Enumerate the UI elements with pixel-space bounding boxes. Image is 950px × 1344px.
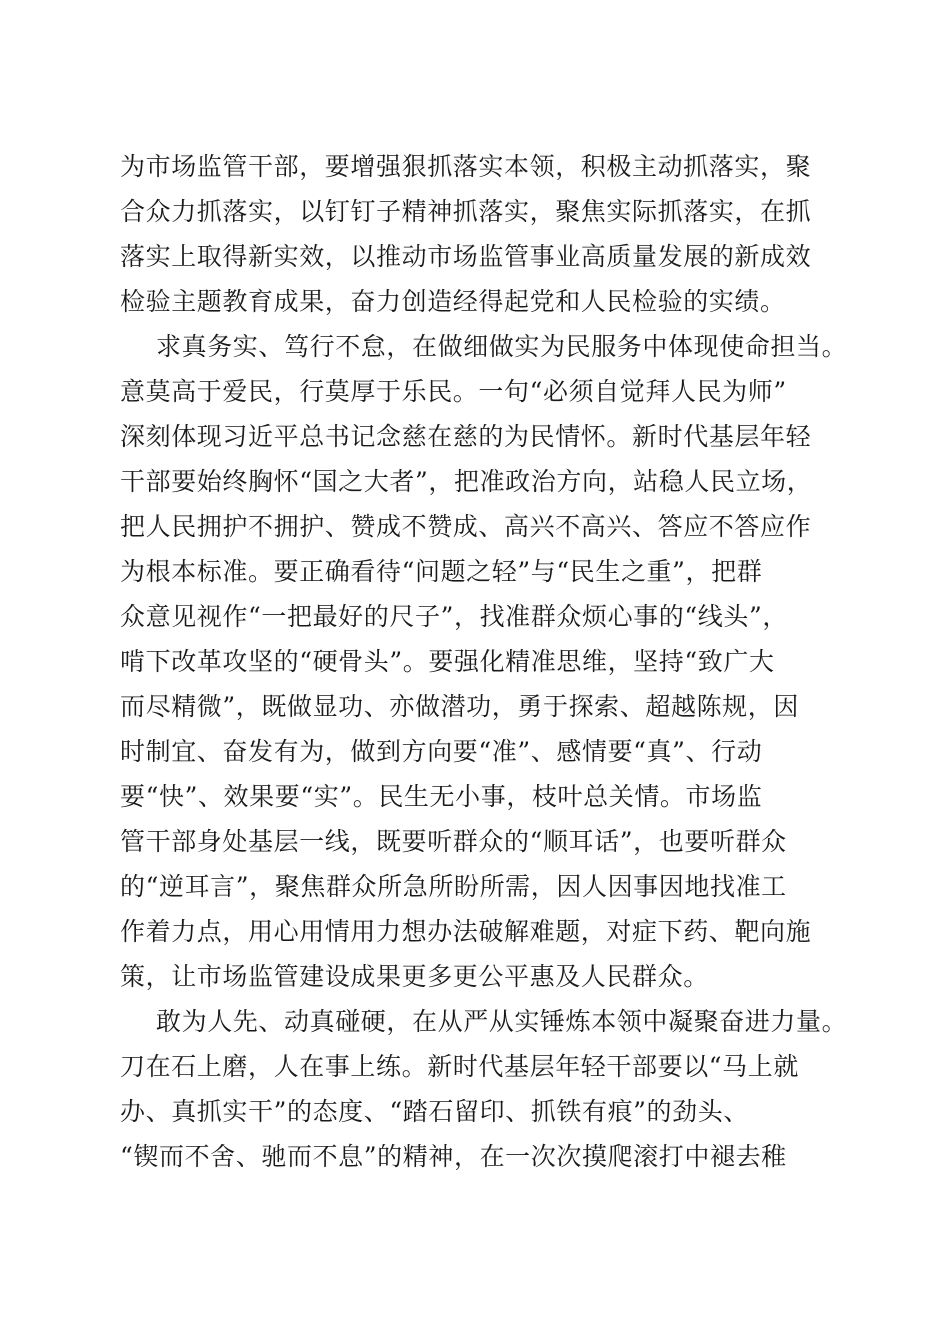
text-line: 要“快”、效果要“实”。民生无小事，枝叶总关情。市场监 [120,782,763,811]
text-line: 检验主题教育成果，奋力创造经得起党和人民检验的实绩。 [120,287,786,316]
text-line: 为根本标准。要正确看待“问题之轻”与“民生之重”，把群 [120,557,763,586]
paragraph-first-line: 敢为人先、动真碰硬，在从严从实锤炼本领中凝聚奋进力量。 [156,1007,848,1036]
text-line: 时制宜、奋发有为，做到方向要“准”、感情要“真”、行动 [120,737,763,766]
text-line: 而尽精微”，既做显功、亦做潜功，勇于探索、超越陈规，因 [120,692,799,721]
text-line: 深刻体现习近平总书记念慈在慈的为民情怀。新时代基层年轻 [120,422,812,451]
text-line: 干部要始终胸怀“国之大者”，把准政治方向，站稳人民立场， [120,467,813,496]
text-line: 众意见视作“一把最好的尺子”，找准群众烦心事的“线头”， [120,602,788,631]
text-line: 啃下改革攻坚的“硬骨头”。要强化精准思维，坚持“致广大 [120,647,775,676]
text-line: 的“逆耳言”，聚焦群众所急所盼所需，因人因事因地找准工 [120,872,787,901]
paragraph-first-line: 求真务实、笃行不怠，在做细做实为民服务中体现使命担当。 [156,332,848,361]
text-line: 办、真抓实干”的态度、“踏石留印、抓铁有痕”的劲头、 [120,1097,749,1126]
text-line: 合众力抓落实，以钉钉子精神抓落实，聚焦实际抓落实，在抓 [120,197,812,226]
text-line: 落实上取得新实效，以推动市场监管事业高质量发展的新成效 [120,242,812,271]
text-line: 为市场监管干部，要增强狠抓落实本领，积极主动抓落实，聚 [120,152,812,181]
text-line: 策，让市场监管建设成果更多更公平惠及人民群众。 [120,962,709,991]
text-line: 管干部身处基层一线，既要听群众的“顺耳话”，也要听群众 [120,827,787,856]
document-body [120,144,848,1179]
text-line: 刀在石上磨，人在事上练。新时代基层年轻干部要以“马上就 [120,1052,799,1081]
text-line: 意莫高于爱民，行莫厚于乐民。一句“必须自觉拜人民为师” [120,377,787,406]
text-line: 把人民拥护不拥护、赞成不赞成、高兴不高兴、答应不答应作 [120,512,812,541]
text-line: “锲而不舍、驰而不息”的精神，在一次次摸爬滚打中褪去稚 [120,1142,787,1171]
text-line: 作着力点，用心用情用力想办法破解难题，对症下药、靶向施 [120,917,812,946]
